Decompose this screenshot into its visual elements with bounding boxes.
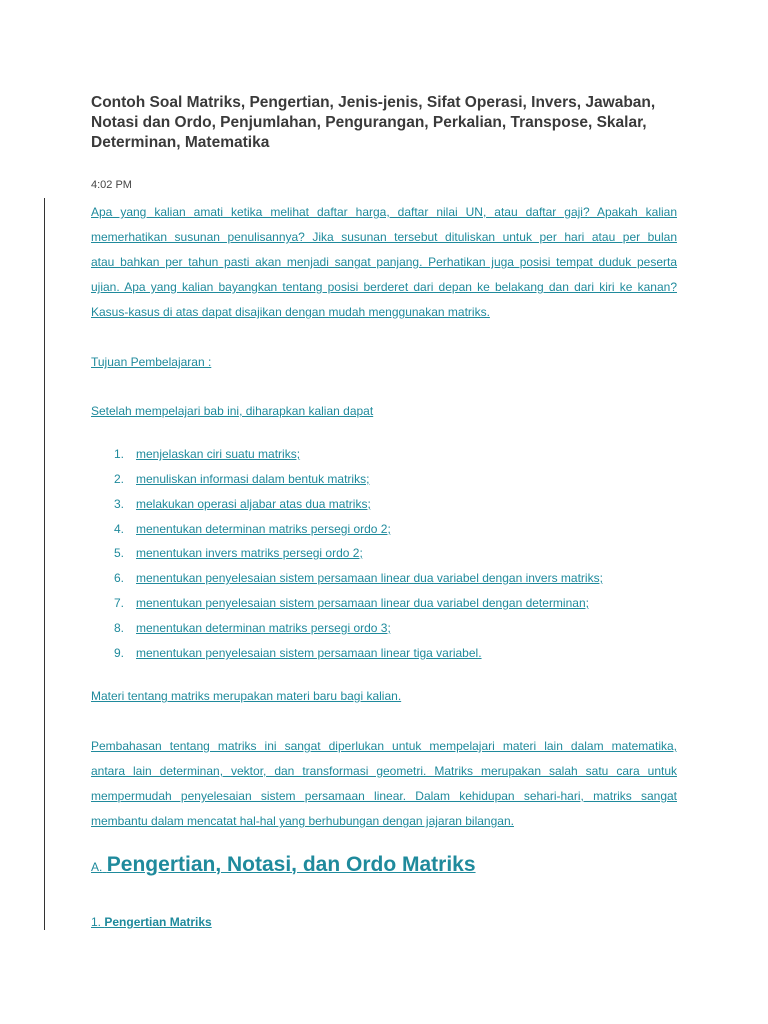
section-heading-prefix: A. <box>91 860 103 874</box>
goal-item[interactable] <box>114 497 371 511</box>
goal-number: 8. <box>114 621 125 635</box>
goal-text: menentukan penyelesaian sistem persamaan linear tiga variabel. <box>136 646 482 660</box>
goal-text: menuliskan informasi dalam bentuk matriks; <box>136 472 370 486</box>
goal-text: melakukan operasi aljabar atas dua matriks; <box>136 497 371 511</box>
subsection-heading-text: Pengertian Matriks <box>104 915 212 929</box>
goal-number: 3. <box>114 497 125 511</box>
page-title: Contoh Soal Matriks, Pengertian, Jenis-jenis, Sifat Operasi, Invers, Jawaban, Notasi dan Ordo, Penjumlahan, Pengurangan, Perkalian, Transpose, Skalar, Determinan, Matematika <box>91 94 656 151</box>
goal-item[interactable] <box>114 447 300 461</box>
goal-text: menentukan invers matriks persegi ordo 2; <box>136 546 363 560</box>
subsection-heading[interactable] <box>91 915 212 929</box>
discussion-line[interactable]: antara lain determinan, vektor, dan transformasi geometri. Matriks merupakan salah satu cara untuk <box>91 764 677 778</box>
goal-number: 6. <box>114 571 125 585</box>
section-heading[interactable] <box>91 853 476 877</box>
goal-number: 9. <box>114 646 125 660</box>
goal-number: 1. <box>114 447 125 461</box>
material-note[interactable]: Materi tentang matriks merupakan materi baru bagi kalian. <box>91 689 402 703</box>
goal-item[interactable] <box>114 546 363 560</box>
discussion-line[interactable]: membantu dalam mencatat hal-hal yang berhubungan dengan jajaran bilangan. <box>91 814 514 828</box>
section-heading-text: Pengertian, Notasi, dan Ordo Matriks <box>106 853 476 876</box>
goal-text: menentukan penyelesaian sistem persamaan linear dua variabel dengan invers matriks; <box>136 571 603 585</box>
goal-number: 5. <box>114 546 125 560</box>
goal-number: 2. <box>114 472 125 486</box>
goal-item[interactable] <box>114 522 391 536</box>
goal-text: menentukan penyelesaian sistem persamaan linear dua variabel dengan determinan; <box>136 596 589 610</box>
discussion-line[interactable]: mempermudah penyelesaian sistem persamaan linear. Dalam kehidupan sehari-hari, matriks sangat <box>91 789 677 803</box>
goal-text: menentukan determinan matriks persegi ordo 3; <box>136 621 391 635</box>
intro-line[interactable]: ujian. Apa yang kalian bayangkan tentang posisi berderet dari depan ke belakang dan dari kiri ke kanan? <box>91 280 677 294</box>
goal-item[interactable] <box>114 646 482 660</box>
goals-intro[interactable]: Setelah mempelajari bab ini, diharapkan kalian dapat <box>91 404 374 418</box>
goal-text: menentukan determinan matriks persegi ordo 2; <box>136 522 391 536</box>
subsection-heading-prefix: 1. <box>91 915 102 929</box>
goal-number: 7. <box>114 596 125 610</box>
intro-line[interactable]: Kasus-kasus di atas dapat disajikan dengan mudah menggunakan matriks. <box>91 305 490 319</box>
goal-item[interactable] <box>114 571 603 585</box>
intro-line[interactable]: Apa yang kalian amati ketika melihat daftar harga, daftar nilai UN, atau daftar gaji? Apakah kalian <box>91 205 677 219</box>
margin-rule <box>44 198 45 930</box>
goal-item[interactable] <box>114 472 369 486</box>
post-time: 4:02 PM <box>91 179 132 191</box>
goal-text: menjelaskan ciri suatu matriks; <box>136 447 301 461</box>
goal-item[interactable] <box>114 621 391 635</box>
intro-line[interactable]: memerhatikan susunan penulisannya? Jika susunan tersebut dituliskan untuk per hari atau per bulan <box>91 230 677 244</box>
goal-item[interactable] <box>114 596 589 610</box>
intro-line[interactable]: atau bahkan per tahun pasti akan menjadi sangat panjang. Perhatikan juga posisi tempat duduk peserta <box>91 255 677 269</box>
discussion-line[interactable]: Pembahasan tentang matriks ini sangat diperlukan untuk mempelajari materi lain dalam matematika, <box>91 739 677 753</box>
goals-label[interactable]: Tujuan Pembelajaran : <box>91 355 212 369</box>
goal-number: 4. <box>114 522 125 536</box>
